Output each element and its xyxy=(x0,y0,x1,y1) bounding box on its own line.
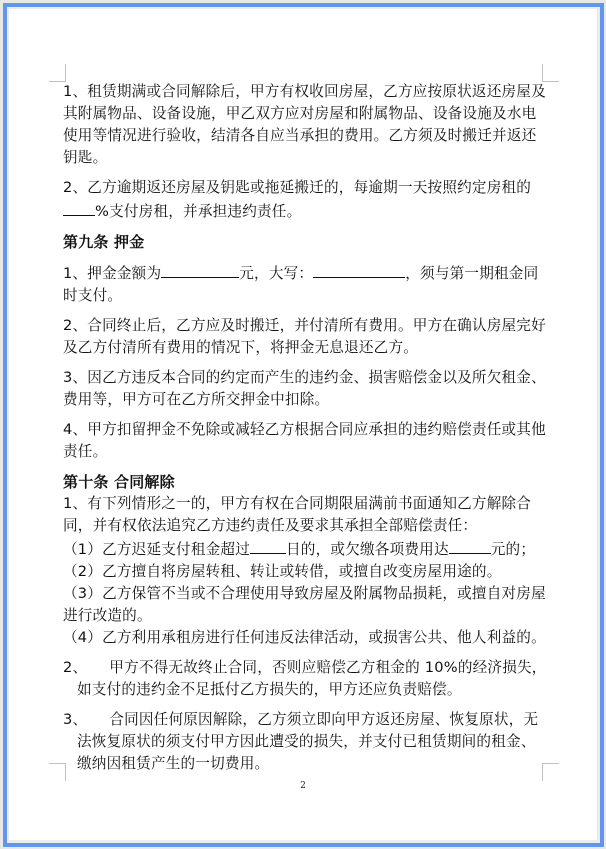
document-frame xyxy=(3,3,604,847)
paragraph-termination-conditions: 1、有下列情形之一的，甲方有权在合同期限届满前书面通知乙方解除合同，并有权依法追究乙方违约责任及要求其承担全部赔偿责任： xyxy=(63,495,532,534)
list-item-damage: （3）乙方保管不当或不合理使用导致房屋及附属物品损耗，或擅自对房屋进行改造的。 xyxy=(63,585,546,624)
page-number: 2 xyxy=(300,781,306,791)
paragraph-deposit-liability: 4、甲方扣留押金不免除或减轻乙方根据合同应承担的违约赔偿责任或其他责任。 xyxy=(63,421,546,460)
paragraph-termination-obligations: 3、 合同因任何原因解除，乙方须立即向甲方返还房屋、恢复原状，无法恢复原状的须支付甲方因此遭受的损失，并支付已租赁期间的租金、缴纳因租赁产生的一切费用。 xyxy=(63,711,539,772)
document-body[interactable] xyxy=(63,81,548,783)
crop-mark-top-right xyxy=(542,64,559,82)
paragraph-deposit-deduction: 3、因乙方违反本合同的约定而产生的违约金、损害赔偿金以及所欠租金、费用等，甲方可在乙方所交押金中扣除。 xyxy=(63,369,546,408)
paragraph-return-premises: 1、租赁期满或合同解除后，甲方有权收回房屋，乙方应按原状返还房屋及其附属物品、设备设施，甲乙双方应对房屋和附属物品、设备设施及水电使用等情况进行验收，结清各自应当承担的费用。乙方须及时搬迁并返还钥匙。 xyxy=(63,83,546,166)
list-item-illegal-use: （4）乙方利用承租房进行任何违反法律活动，或损害公共、他人利益的。 xyxy=(63,629,546,646)
paragraph-deposit-amount: 1、押金金额为 元，大写： ，须与第一期租金同时支付。 xyxy=(63,261,548,307)
crop-mark-top-left xyxy=(49,64,66,82)
blank-fees-amount[interactable] xyxy=(449,537,491,554)
paragraph-deposit-refund: 2、合同终止后，乙方应及时搬迁，并付清所有费用。甲方在确认房屋完好及乙方付清所有费用的情况下，将押金无息退还乙方。 xyxy=(63,317,546,356)
paragraph-late-return-penalty: 2、乙方逾期返还房屋及钥匙或拖延搬迁的，每逾期一天按照约定房租的%支付房租，并承担违约责任。 xyxy=(63,179,532,220)
heading-article-10-termination: 第十条 合同解除 xyxy=(63,473,175,491)
paragraph-landlord-termination: 2、 甲方不得无故终止合同，否则应赔偿乙方租金的 10%的经济损失，如支付的违约金不足抵付乙方损失的，甲方还应负责赔偿。 xyxy=(63,659,547,698)
blank-deposit-amount-uppercase[interactable] xyxy=(313,261,405,278)
blank-deposit-amount[interactable] xyxy=(161,261,239,278)
blank-penalty-percent[interactable] xyxy=(63,199,95,216)
list-item-sublet: （2）乙方擅自将房屋转租、转让或转借，或擅自改变房屋用途的。 xyxy=(63,563,502,580)
blank-days-overdue[interactable] xyxy=(250,537,286,554)
list-item-late-payment: （1）乙方迟延支付租金超过 日的，或欠缴各项费用达 元的； xyxy=(63,537,548,561)
heading-article-9-deposit: 第九条 押金 xyxy=(63,233,145,251)
document-page[interactable] xyxy=(9,9,597,840)
